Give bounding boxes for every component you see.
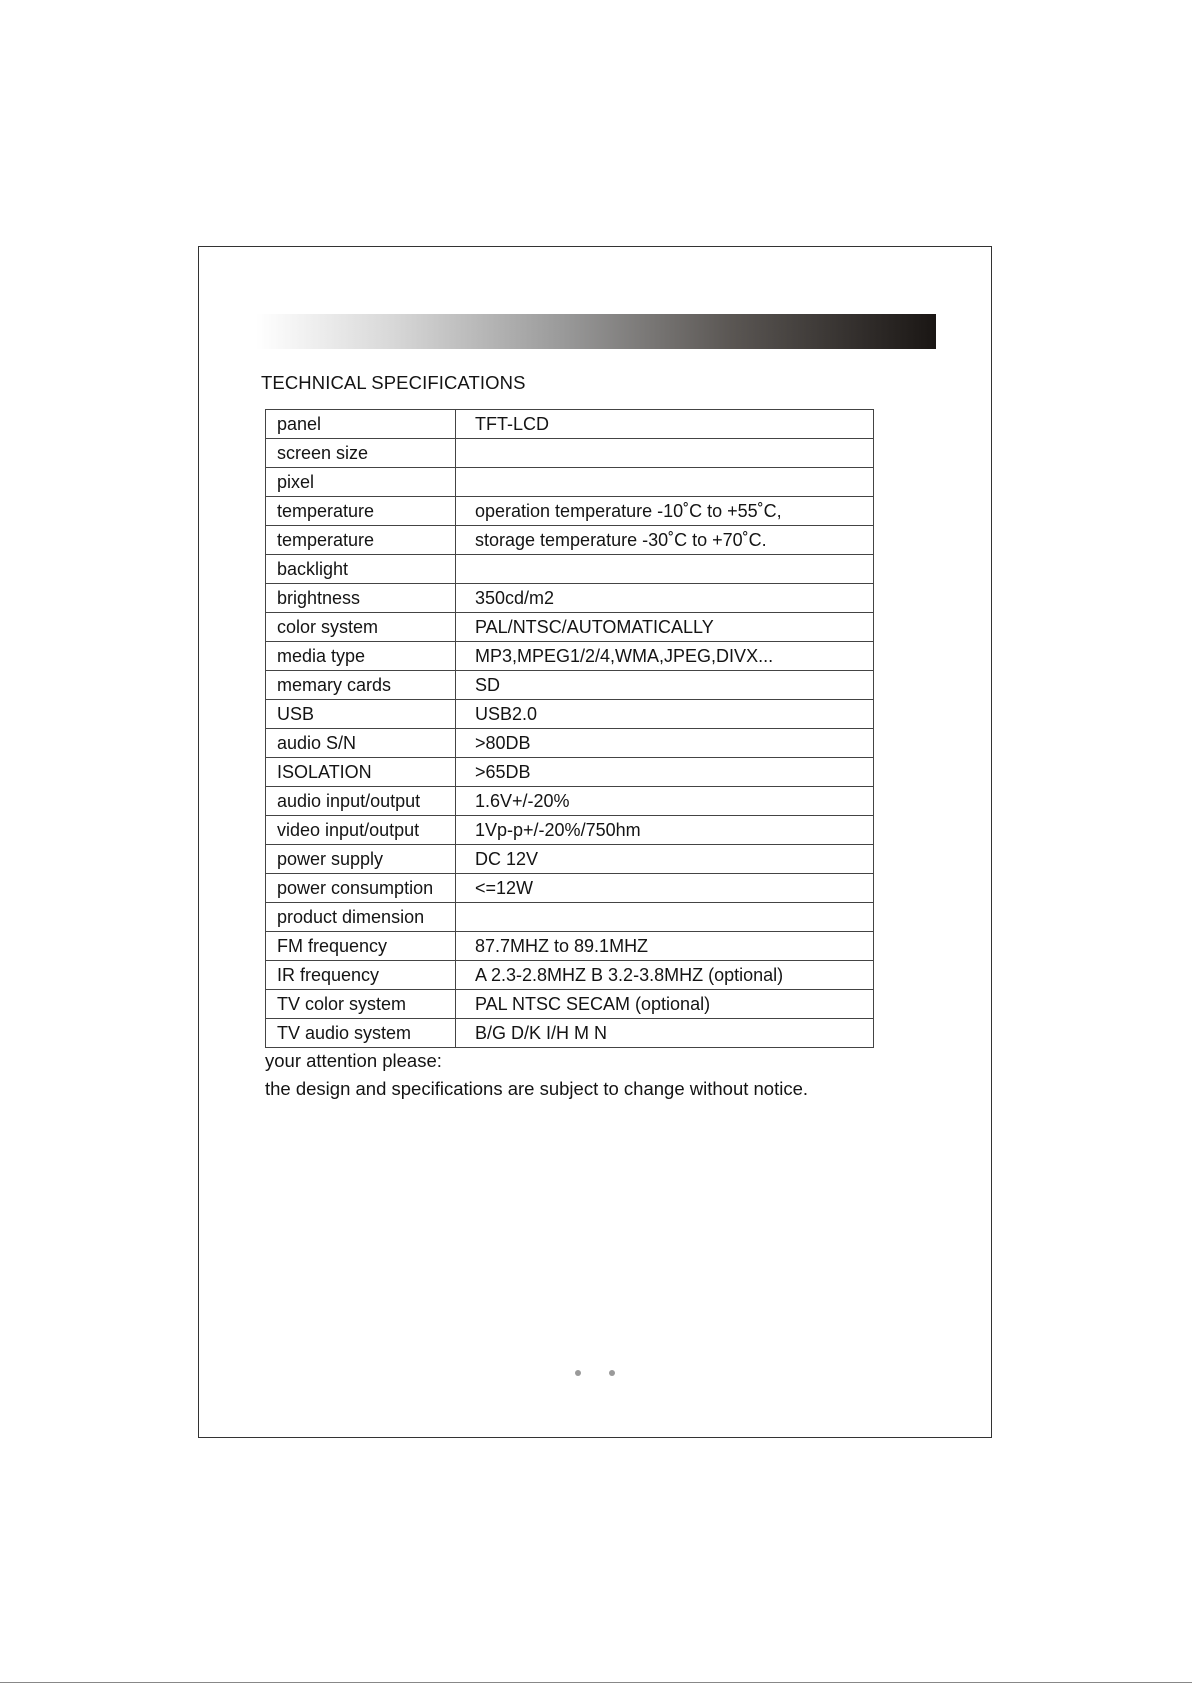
spec-label: panel (266, 410, 456, 439)
spec-row (266, 932, 874, 961)
gradient-header-bar (256, 314, 936, 349)
spec-row (266, 584, 874, 613)
spec-label: brightness (266, 584, 456, 613)
spec-value: SD (456, 671, 874, 700)
spec-label: ISOLATION (266, 758, 456, 787)
spec-label: temperature (266, 497, 456, 526)
spec-value: B/G D/K I/H M N (456, 1019, 874, 1048)
spec-label: product dimension (266, 903, 456, 932)
spec-value: 350cd/m2 (456, 584, 874, 613)
spec-row (266, 758, 874, 787)
spec-label: screen size (266, 439, 456, 468)
spec-row (266, 787, 874, 816)
spec-value: >80DB (456, 729, 874, 758)
spec-value: 1.6V+/-20% (456, 787, 874, 816)
spec-label: pixel (266, 468, 456, 497)
spec-value: MP3,MPEG1/2/4,WMA,JPEG,DIVX... (456, 642, 874, 671)
spec-value: A 2.3-2.8MHZ B 3.2-3.8MHZ (optional) (456, 961, 874, 990)
spec-row (266, 729, 874, 758)
spec-row (266, 1019, 874, 1048)
spec-value: storage temperature -30˚C to +70˚C. (456, 526, 874, 555)
section-title: TECHNICAL SPECIFICATIONS (261, 372, 526, 393)
spec-label: color system (266, 613, 456, 642)
spec-value (456, 439, 874, 468)
spec-row (266, 555, 874, 584)
spec-label: backlight (266, 555, 456, 584)
spec-value: <=12W (456, 874, 874, 903)
spec-row (266, 990, 874, 1019)
spec-value: operation temperature -10˚C to +55˚C, (456, 497, 874, 526)
spec-value: 87.7MHZ to 89.1MHZ (456, 932, 874, 961)
page-dot-left (575, 1370, 581, 1376)
bottom-rule (0, 1682, 1192, 1683)
attention-note: your attention please: (265, 1050, 442, 1071)
spec-label: USB (266, 700, 456, 729)
spec-label: temperature (266, 526, 456, 555)
spec-label: power supply (266, 845, 456, 874)
spec-value: DC 12V (456, 845, 874, 874)
spec-label: FM frequency (266, 932, 456, 961)
spec-label: power consumption (266, 874, 456, 903)
spec-label: audio input/output (266, 787, 456, 816)
spec-row (266, 961, 874, 990)
spec-row (266, 874, 874, 903)
spec-label: media type (266, 642, 456, 671)
spec-value: PAL NTSC SECAM (optional) (456, 990, 874, 1019)
spec-row (266, 497, 874, 526)
page-dot-right (609, 1370, 615, 1376)
spec-value: USB2.0 (456, 700, 874, 729)
spec-value (456, 468, 874, 497)
spec-value: TFT-LCD (456, 410, 874, 439)
spec-label: memary cards (266, 671, 456, 700)
spec-row (266, 642, 874, 671)
spec-row (266, 526, 874, 555)
spec-row (266, 671, 874, 700)
spec-value (456, 555, 874, 584)
spec-label: audio S/N (266, 729, 456, 758)
spec-row (266, 613, 874, 642)
spec-row (266, 439, 874, 468)
disclaimer-note: the design and specifications are subject to change without notice. (265, 1078, 809, 1099)
spec-label: TV color system (266, 990, 456, 1019)
spec-row (266, 903, 874, 932)
spec-value: >65DB (456, 758, 874, 787)
spec-label: video input/output (266, 816, 456, 845)
spec-row (266, 845, 874, 874)
spec-row (266, 410, 874, 439)
spec-row (266, 468, 874, 497)
spec-value: 1Vp-p+/-20%/750hm (456, 816, 874, 845)
spec-label: TV audio system (266, 1019, 456, 1048)
spec-row (266, 700, 874, 729)
spec-value (456, 903, 874, 932)
spec-label: IR frequency (266, 961, 456, 990)
spec-row (266, 816, 874, 845)
spec-table (265, 409, 874, 1048)
spec-value: PAL/NTSC/AUTOMATICALLY (456, 613, 874, 642)
